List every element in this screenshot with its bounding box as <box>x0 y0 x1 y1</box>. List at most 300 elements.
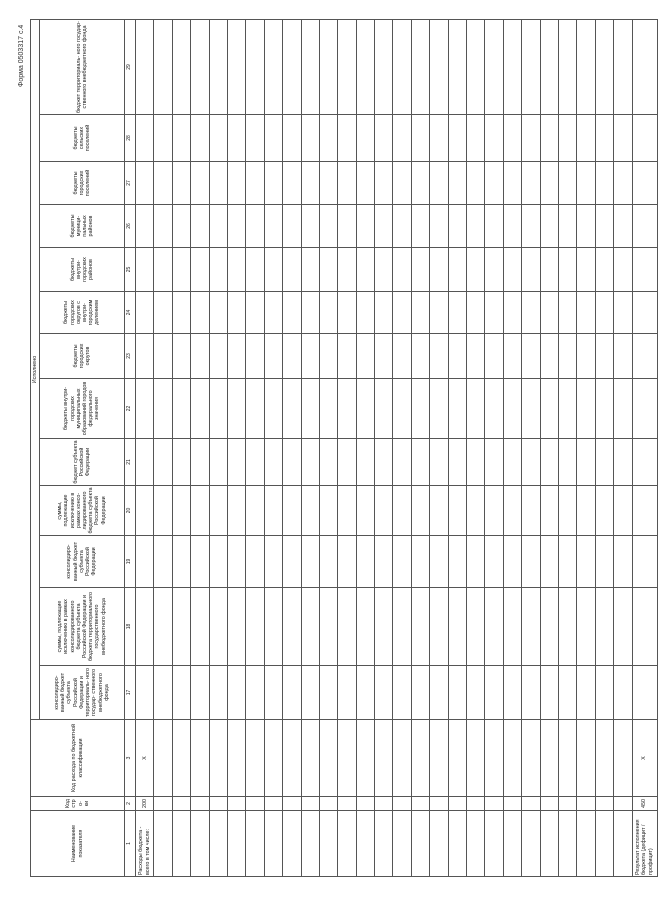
cell[interactable] <box>264 720 282 797</box>
cell[interactable] <box>577 666 595 720</box>
cell[interactable] <box>319 334 337 379</box>
cell[interactable] <box>632 666 657 720</box>
cell[interactable] <box>319 797 337 811</box>
cell[interactable] <box>430 334 448 379</box>
cell[interactable] <box>154 205 172 248</box>
cell[interactable] <box>411 536 429 588</box>
cell[interactable] <box>485 588 503 666</box>
cell[interactable] <box>338 797 356 811</box>
cell[interactable] <box>503 588 521 666</box>
cell[interactable] <box>301 439 319 486</box>
cell[interactable] <box>540 162 558 205</box>
cell[interactable] <box>264 334 282 379</box>
cell[interactable] <box>172 720 190 797</box>
cell[interactable] <box>393 797 411 811</box>
cell[interactable] <box>375 439 393 486</box>
cell[interactable] <box>154 720 172 797</box>
cell[interactable] <box>632 115 657 162</box>
cell[interactable] <box>227 379 245 439</box>
cell[interactable] <box>227 811 245 877</box>
cell[interactable] <box>577 20 595 115</box>
cell[interactable] <box>356 588 374 666</box>
cell[interactable] <box>246 720 264 797</box>
cell[interactable] <box>246 439 264 486</box>
cell[interactable] <box>540 115 558 162</box>
cell[interactable] <box>338 720 356 797</box>
cell[interactable] <box>191 248 209 292</box>
cell[interactable] <box>540 588 558 666</box>
cell[interactable] <box>209 486 227 536</box>
cell[interactable] <box>393 115 411 162</box>
cell[interactable] <box>467 379 485 439</box>
cell[interactable] <box>614 205 632 248</box>
cell[interactable] <box>614 588 632 666</box>
cell[interactable] <box>154 811 172 877</box>
cell[interactable] <box>209 439 227 486</box>
cell[interactable] <box>522 205 540 248</box>
cell[interactable] <box>172 486 190 536</box>
cell[interactable] <box>319 292 337 334</box>
cell[interactable] <box>540 486 558 536</box>
cell[interactable] <box>448 811 466 877</box>
cell[interactable] <box>614 379 632 439</box>
cell[interactable] <box>246 536 264 588</box>
cell[interactable] <box>154 666 172 720</box>
cell[interactable] <box>319 162 337 205</box>
cell[interactable] <box>209 811 227 877</box>
cell[interactable] <box>301 334 319 379</box>
cell[interactable] <box>393 205 411 248</box>
cell[interactable] <box>375 588 393 666</box>
cell[interactable] <box>246 486 264 536</box>
cell[interactable] <box>393 334 411 379</box>
cell[interactable] <box>172 115 190 162</box>
cell[interactable] <box>264 248 282 292</box>
cell[interactable] <box>467 162 485 205</box>
cell[interactable] <box>356 248 374 292</box>
cell[interactable] <box>540 797 558 811</box>
cell[interactable] <box>338 379 356 439</box>
cell[interactable] <box>503 536 521 588</box>
cell[interactable] <box>319 115 337 162</box>
cell[interactable] <box>577 162 595 205</box>
cell[interactable] <box>411 486 429 536</box>
cell[interactable] <box>338 20 356 115</box>
cell[interactable] <box>136 20 154 115</box>
cell[interactable] <box>356 797 374 811</box>
cell[interactable] <box>467 292 485 334</box>
cell[interactable] <box>503 115 521 162</box>
cell[interactable] <box>338 162 356 205</box>
cell[interactable] <box>595 292 613 334</box>
cell[interactable] <box>227 248 245 292</box>
cell[interactable] <box>577 536 595 588</box>
cell[interactable] <box>467 115 485 162</box>
cell[interactable] <box>283 797 301 811</box>
cell[interactable] <box>393 439 411 486</box>
cell[interactable] <box>503 334 521 379</box>
cell[interactable] <box>430 292 448 334</box>
cell[interactable] <box>264 536 282 588</box>
cell[interactable] <box>614 666 632 720</box>
cell[interactable] <box>577 379 595 439</box>
cell[interactable] <box>172 205 190 248</box>
cell[interactable] <box>595 379 613 439</box>
cell[interactable] <box>448 666 466 720</box>
cell[interactable] <box>301 379 319 439</box>
cell[interactable] <box>246 115 264 162</box>
cell[interactable] <box>577 797 595 811</box>
cell[interactable] <box>632 20 657 115</box>
cell[interactable] <box>540 536 558 588</box>
cell[interactable] <box>356 536 374 588</box>
cell[interactable] <box>283 248 301 292</box>
cell[interactable] <box>632 248 657 292</box>
cell[interactable] <box>191 162 209 205</box>
cell[interactable] <box>301 115 319 162</box>
cell[interactable] <box>577 205 595 248</box>
cell[interactable] <box>467 536 485 588</box>
cell[interactable] <box>264 811 282 877</box>
cell[interactable] <box>227 588 245 666</box>
cell[interactable] <box>411 334 429 379</box>
cell[interactable] <box>503 205 521 248</box>
cell[interactable] <box>154 797 172 811</box>
cell[interactable] <box>246 811 264 877</box>
cell[interactable] <box>448 292 466 334</box>
cell[interactable] <box>356 162 374 205</box>
cell[interactable] <box>246 666 264 720</box>
cell[interactable] <box>595 205 613 248</box>
cell[interactable] <box>430 666 448 720</box>
cell[interactable] <box>301 588 319 666</box>
cell[interactable] <box>319 20 337 115</box>
cell[interactable] <box>558 162 576 205</box>
cell[interactable] <box>136 205 154 248</box>
cell[interactable] <box>540 439 558 486</box>
cell[interactable] <box>154 20 172 115</box>
cell[interactable] <box>356 720 374 797</box>
cell[interactable] <box>375 248 393 292</box>
cell[interactable] <box>172 292 190 334</box>
cell[interactable] <box>595 115 613 162</box>
cell[interactable] <box>632 588 657 666</box>
cell[interactable] <box>430 205 448 248</box>
cell[interactable] <box>467 486 485 536</box>
cell[interactable] <box>136 115 154 162</box>
cell[interactable] <box>209 292 227 334</box>
cell[interactable] <box>632 292 657 334</box>
cell[interactable] <box>136 292 154 334</box>
cell[interactable] <box>430 20 448 115</box>
cell[interactable] <box>632 536 657 588</box>
cell[interactable] <box>430 439 448 486</box>
cell[interactable] <box>467 205 485 248</box>
cell[interactable] <box>522 797 540 811</box>
cell[interactable] <box>283 115 301 162</box>
cell[interactable] <box>503 720 521 797</box>
cell[interactable] <box>172 20 190 115</box>
cell[interactable] <box>540 334 558 379</box>
cell[interactable] <box>172 588 190 666</box>
cell[interactable] <box>467 720 485 797</box>
cell[interactable] <box>485 536 503 588</box>
cell[interactable] <box>319 379 337 439</box>
cell[interactable] <box>558 666 576 720</box>
cell[interactable] <box>136 666 154 720</box>
cell[interactable] <box>522 248 540 292</box>
cell[interactable] <box>540 248 558 292</box>
cell[interactable] <box>246 797 264 811</box>
cell[interactable] <box>632 486 657 536</box>
cell[interactable] <box>319 248 337 292</box>
cell[interactable] <box>338 666 356 720</box>
cell[interactable] <box>503 797 521 811</box>
cell[interactable] <box>172 439 190 486</box>
cell[interactable] <box>136 162 154 205</box>
cell[interactable] <box>375 20 393 115</box>
cell[interactable] <box>485 205 503 248</box>
cell[interactable] <box>503 20 521 115</box>
cell[interactable] <box>411 205 429 248</box>
cell[interactable] <box>264 666 282 720</box>
cell[interactable] <box>154 536 172 588</box>
cell[interactable] <box>264 439 282 486</box>
cell[interactable] <box>485 20 503 115</box>
cell[interactable] <box>467 588 485 666</box>
cell[interactable] <box>283 536 301 588</box>
cell[interactable] <box>227 115 245 162</box>
cell[interactable] <box>209 379 227 439</box>
cell[interactable] <box>467 248 485 292</box>
cell[interactable] <box>430 588 448 666</box>
cell[interactable] <box>209 797 227 811</box>
cell[interactable] <box>356 811 374 877</box>
cell[interactable] <box>375 536 393 588</box>
cell[interactable] <box>558 536 576 588</box>
cell[interactable] <box>485 439 503 486</box>
cell[interactable] <box>356 379 374 439</box>
cell[interactable] <box>614 334 632 379</box>
cell[interactable] <box>540 292 558 334</box>
cell[interactable] <box>632 379 657 439</box>
cell[interactable] <box>283 292 301 334</box>
cell[interactable] <box>209 115 227 162</box>
cell[interactable] <box>209 205 227 248</box>
cell[interactable] <box>264 20 282 115</box>
cell[interactable] <box>540 811 558 877</box>
cell[interactable] <box>209 720 227 797</box>
cell[interactable] <box>614 720 632 797</box>
cell[interactable] <box>227 486 245 536</box>
cell[interactable] <box>411 379 429 439</box>
cell[interactable] <box>283 379 301 439</box>
cell[interactable] <box>338 115 356 162</box>
cell[interactable] <box>430 797 448 811</box>
cell[interactable] <box>375 162 393 205</box>
cell[interactable] <box>632 205 657 248</box>
cell[interactable] <box>411 162 429 205</box>
cell[interactable] <box>448 334 466 379</box>
cell[interactable] <box>632 162 657 205</box>
cell[interactable] <box>522 536 540 588</box>
cell[interactable] <box>448 797 466 811</box>
cell[interactable] <box>393 20 411 115</box>
cell[interactable] <box>411 20 429 115</box>
cell[interactable] <box>614 811 632 877</box>
cell[interactable] <box>301 720 319 797</box>
cell[interactable] <box>136 379 154 439</box>
cell[interactable] <box>301 797 319 811</box>
cell[interactable] <box>614 439 632 486</box>
cell[interactable] <box>301 666 319 720</box>
cell[interactable] <box>595 797 613 811</box>
cell[interactable] <box>209 20 227 115</box>
cell[interactable] <box>227 20 245 115</box>
cell[interactable] <box>393 666 411 720</box>
cell[interactable] <box>467 811 485 877</box>
cell[interactable] <box>338 811 356 877</box>
cell[interactable] <box>632 334 657 379</box>
cell[interactable] <box>191 334 209 379</box>
cell[interactable] <box>283 162 301 205</box>
cell[interactable] <box>448 588 466 666</box>
cell[interactable] <box>375 797 393 811</box>
cell[interactable] <box>485 334 503 379</box>
cell[interactable] <box>485 666 503 720</box>
cell[interactable] <box>191 20 209 115</box>
cell[interactable] <box>172 379 190 439</box>
cell[interactable] <box>191 588 209 666</box>
cell[interactable] <box>393 811 411 877</box>
cell[interactable] <box>522 115 540 162</box>
cell[interactable] <box>393 292 411 334</box>
cell[interactable] <box>448 486 466 536</box>
cell[interactable] <box>522 486 540 536</box>
cell[interactable] <box>264 797 282 811</box>
cell[interactable] <box>595 811 613 877</box>
cell[interactable] <box>577 720 595 797</box>
cell[interactable] <box>356 292 374 334</box>
cell[interactable] <box>540 379 558 439</box>
cell[interactable] <box>411 292 429 334</box>
cell[interactable] <box>301 205 319 248</box>
cell[interactable] <box>393 486 411 536</box>
cell[interactable] <box>154 292 172 334</box>
cell[interactable] <box>614 115 632 162</box>
cell[interactable] <box>191 439 209 486</box>
cell[interactable] <box>172 536 190 588</box>
cell[interactable] <box>448 439 466 486</box>
cell[interactable] <box>467 334 485 379</box>
cell[interactable] <box>136 334 154 379</box>
cell[interactable] <box>209 334 227 379</box>
cell[interactable] <box>522 588 540 666</box>
cell[interactable] <box>522 666 540 720</box>
cell[interactable] <box>448 379 466 439</box>
cell[interactable] <box>227 797 245 811</box>
cell[interactable] <box>614 162 632 205</box>
cell[interactable] <box>411 439 429 486</box>
cell[interactable] <box>503 292 521 334</box>
cell[interactable] <box>246 379 264 439</box>
cell[interactable] <box>595 588 613 666</box>
cell[interactable] <box>448 248 466 292</box>
cell[interactable] <box>430 811 448 877</box>
cell[interactable] <box>209 162 227 205</box>
cell[interactable] <box>264 486 282 536</box>
cell[interactable] <box>411 797 429 811</box>
cell[interactable] <box>558 20 576 115</box>
cell[interactable] <box>338 486 356 536</box>
cell[interactable] <box>485 162 503 205</box>
cell[interactable] <box>522 379 540 439</box>
cell[interactable] <box>264 292 282 334</box>
cell[interactable] <box>227 666 245 720</box>
cell[interactable] <box>301 811 319 877</box>
cell[interactable] <box>448 205 466 248</box>
cell[interactable] <box>632 439 657 486</box>
cell[interactable] <box>154 486 172 536</box>
cell[interactable] <box>577 811 595 877</box>
cell[interactable] <box>485 115 503 162</box>
cell[interactable] <box>319 205 337 248</box>
cell[interactable] <box>540 720 558 797</box>
cell[interactable] <box>283 205 301 248</box>
cell[interactable] <box>264 205 282 248</box>
cell[interactable] <box>246 248 264 292</box>
cell[interactable] <box>283 666 301 720</box>
cell[interactable] <box>227 720 245 797</box>
cell[interactable] <box>448 536 466 588</box>
cell[interactable] <box>393 162 411 205</box>
cell[interactable] <box>485 811 503 877</box>
cell[interactable] <box>503 439 521 486</box>
cell[interactable] <box>246 205 264 248</box>
cell[interactable] <box>614 797 632 811</box>
cell[interactable] <box>558 588 576 666</box>
cell[interactable] <box>448 115 466 162</box>
cell[interactable] <box>154 162 172 205</box>
cell[interactable] <box>430 379 448 439</box>
cell[interactable] <box>191 720 209 797</box>
cell[interactable] <box>246 588 264 666</box>
cell[interactable] <box>411 666 429 720</box>
cell[interactable] <box>393 379 411 439</box>
cell[interactable] <box>558 720 576 797</box>
cell[interactable] <box>227 162 245 205</box>
cell[interactable] <box>595 439 613 486</box>
cell[interactable] <box>522 334 540 379</box>
cell[interactable] <box>558 205 576 248</box>
cell[interactable] <box>485 292 503 334</box>
cell[interactable] <box>136 439 154 486</box>
cell[interactable] <box>283 588 301 666</box>
cell[interactable] <box>485 720 503 797</box>
cell[interactable] <box>577 248 595 292</box>
cell[interactable] <box>467 439 485 486</box>
cell[interactable] <box>319 536 337 588</box>
cell[interactable] <box>577 115 595 162</box>
cell[interactable] <box>209 536 227 588</box>
cell[interactable] <box>503 162 521 205</box>
cell[interactable] <box>338 439 356 486</box>
cell[interactable] <box>356 486 374 536</box>
cell[interactable] <box>301 536 319 588</box>
cell[interactable] <box>411 115 429 162</box>
cell[interactable] <box>614 292 632 334</box>
cell[interactable] <box>375 115 393 162</box>
